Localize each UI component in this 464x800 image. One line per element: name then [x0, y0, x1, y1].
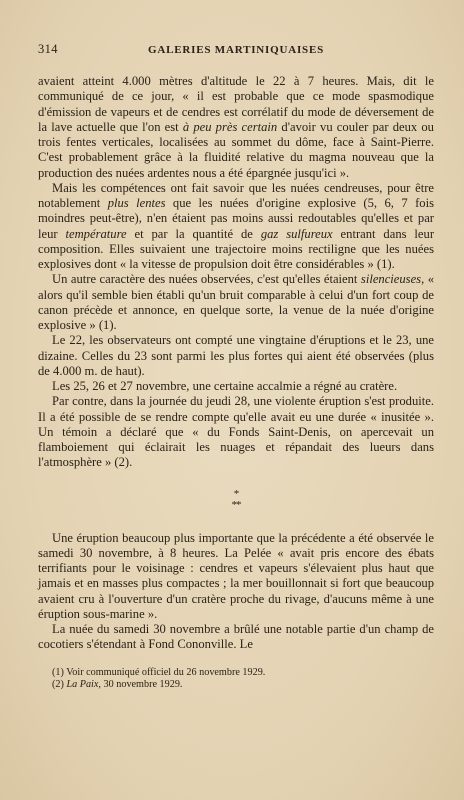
paragraph — [38, 531, 434, 623]
text-run: entrant dans leur composition. Elles suivaient une trajectoire moins rectiligne que les nuées explosives dont « la vitesse de propulsion doit être considérables » (1). — [38, 226, 435, 271]
italic-text: plus lentes — [107, 196, 166, 210]
text-run: , 30 novembre 1929. — [98, 679, 183, 690]
page-header — [38, 42, 434, 62]
paragraph — [38, 622, 434, 653]
text-run: (1) Voir communiqué officiel du 26 novembre 1929. — [52, 666, 266, 678]
paragraph — [38, 333, 434, 379]
footnote — [52, 679, 434, 692]
paragraph — [38, 379, 434, 394]
text-run: et par la quantité de — [126, 226, 261, 241]
text-run: Par contre, dans la journée du jeudi 28, une violente éruption s'est produite. Il a été possible de se rendre compte qu'elle avait eu une durée « inusitée ». Un témoin a déclaré que « du Fonds Saint-Denis, on apercevait un flamboiement qui éclairait les nuages et répandait des lueurs dans l'atmosphère » (2). — [38, 394, 434, 470]
text-run: que les nuées d'origine explosive (5, 6, 7 fois moindres peut-être), n'en étaient pas moins aussi redoutables qu'elles et par leur — [38, 196, 434, 241]
text-run: La nuée du samedi 30 novembre a brûlé une notable partie d'un champ de cocotiers s'étendant à Fond Cononville. Le — [38, 622, 434, 652]
separator-asterisks-bottom: ** — [231, 498, 241, 511]
text-run: avaient atteint 4.000 mètres d'altitude le 22 à 7 heures. Mais, dit le communiqué de ce jour, « il est probable que ce mode spasmodique d'émission de vapeurs et de cendres est corrélatif du mode de déversement de la lave actuelle que l'on est — [38, 74, 434, 134]
paragraph — [38, 181, 434, 273]
text-run: Les 25, 26 et 27 novembre, une certaine accalmie a régné au cratère. — [52, 379, 398, 393]
text-run: Un autre caractère des nuées observées, c'est qu'elles étaient — [52, 272, 361, 287]
paragraph — [38, 74, 434, 181]
text-run: Le 22, les observateurs ont compté une vingtaine d'éruptions et le 23, une dizaine. Celles du 23 sont parmi les plus fortes qui aient été observées (plus de 4.000 m. de haut). — [38, 333, 434, 378]
text-run: Mais les compétences ont fait savoir que les nuées cendreuses, pour être notablement — [38, 180, 434, 210]
italic-text: température — [65, 226, 127, 241]
footnote — [52, 667, 434, 680]
text-run: d'avoir vu couler par deux ou trois fentes verticales, localisées au sommet du dôme, face à Saint-Pierre. C'est probablement grâce à la fluidité relative du magma nouveau que la production des nuées ardentes nous a été épargnée jusqu'ici ». — [38, 119, 434, 180]
section-separator — [38, 489, 434, 511]
paragraph — [38, 272, 434, 333]
italic-text: à peu près certain — [182, 119, 278, 134]
text-run: (2) — [52, 679, 67, 690]
separator-asterisk-top: * — [233, 487, 239, 500]
body-text-section-2 — [38, 531, 434, 653]
paragraph — [38, 394, 434, 470]
body-text-section-1 — [38, 74, 434, 471]
italic-text: gaz sulfureux — [260, 226, 333, 241]
text-run: Une éruption beaucoup plus importante que la précédente a été observée le samedi 30 novembre, à 8 heures. La Pelée « avait pris encore des ébats terrifiants pour le voisinage : cendres et vapeurs s'élevaient plus haut que jamais et en masses plus compactes ; la mer bouillonnait si fort que beaucoup avaient cru à l'ouverture d'un cratère proche du rivage, d'aucuns même à une éruption sous-marine ». — [38, 530, 434, 621]
page-number: 314 — [38, 42, 58, 56]
italic-text: silencieuses — [360, 272, 422, 287]
footnotes — [38, 667, 434, 692]
text-run: , « alors qu'il semble bien établi qu'un bruit comparable à celui d'un fort coup de canon précède et annonce, en quelque sorte, la venue de la nuée d'origine explosive » (1). — [38, 272, 435, 332]
running-title: GALERIES MARTINIQUAISES — [148, 44, 325, 56]
italic-text: La Paix — [66, 679, 99, 690]
